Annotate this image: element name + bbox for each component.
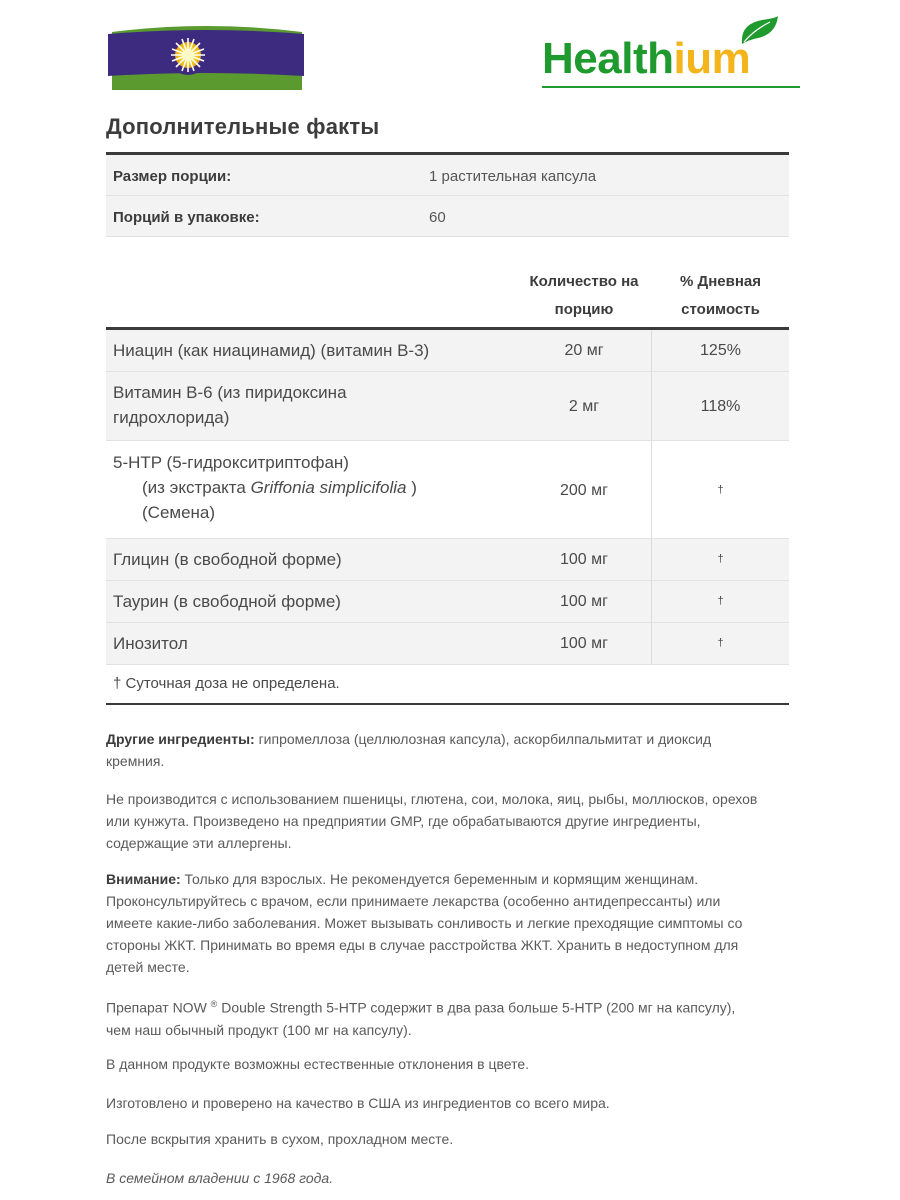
nutrient-amount: 100 мг [560,593,608,610]
serving-size-label: Размер порции: [113,168,232,185]
nutrient-name: Глицин (в свободной форме) [113,550,342,569]
daily-value-column-header [652,268,789,324]
family-owned-note: В семейном владении с 1968 года. [106,1170,334,1186]
nutrient-amount: 100 мг [560,551,608,568]
table-row [106,330,789,372]
healthium-part2: ium [673,34,751,83]
table-row [106,581,789,623]
nutrient-name-line3: (Семена) [142,503,216,522]
amount-header-line2: порцию [554,301,614,318]
storage-note: После вскрытия хранить в сухом, прохладном месте. [106,1131,454,1147]
nutrient-table [106,327,789,705]
nutrient-daily-value: † [717,553,724,565]
amount-column-header [516,268,652,324]
product-note: Препарат NOW ® Double Strength 5-HTP содержит в два раза больше 5-HTP (200 мг на капсулу), чем наш обычный продукт (100 мг на капсулу). [106,999,736,1038]
nutrient-daily-value: † [717,595,724,607]
nutrient-name-line1: 5-HTP (5-гидрокситриптофан) [113,453,349,472]
nutrient-name: Инозитол [113,634,188,653]
nutrient-name: Ниацин (как ниацинамид) (витамин B-3) [113,341,430,360]
nutrient-daily-value: † [717,484,724,496]
nutrient-daily-value: † [717,637,724,649]
nutrient-name-line1: Витамин B-6 (из пиридоксина [113,383,347,402]
footnote-row [106,665,789,705]
healthium-wordmark [542,34,750,84]
nutrient-amount: 100 мг [560,635,608,652]
serving-size-row [106,155,789,196]
healthium-underline [542,86,800,88]
healthium-logo [540,16,810,88]
amount-header-line1: Количество на [529,273,639,290]
serving-size-value: 1 растительная капсула [429,168,597,185]
other-ingredients-label: Другие ингредиенты: [106,731,255,747]
nutrient-amount: 2 мг [568,398,600,415]
other-ingredients: Другие ингредиенты: гипромеллоза (целлюлозная капсула), аскорбилпальмитат и диоксид кремния. [106,731,712,769]
table-row [106,623,789,665]
warning-label: Внимание: [106,871,181,887]
dv-header-line2: стоимость [681,301,760,318]
servings-per-container-row [106,196,789,237]
servings-per-container-label: Порций в упаковке: [113,209,260,226]
table-row [106,372,789,441]
color-note: В данном продукте возможны естественные отклонения в цвете. [106,1056,530,1072]
nutrient-name [113,380,347,430]
dv-header-line1: % Дневная [680,273,761,290]
footnote: † Суточная доза не определена. [113,675,340,692]
nutrient-name: Таурин (в свободной форме) [113,592,341,611]
nutrient-amount: 20 мг [564,342,604,359]
registered-mark: ® [294,32,301,42]
healthium-part1: Health [542,34,674,83]
allergen-statement: Не производится с использованием пшеницы, глютена, сои, молока, яиц, рыбы, моллюсков, орехов или кунжута. Произведено на предприятии GMP, где обрабатываются другие ингредиенты, содержащие эти аллергены. [106,791,758,851]
page-title: Дополнительные факты [106,114,380,139]
nutrient-name [113,450,417,525]
header [0,0,900,110]
nutrient-daily-value: 118% [700,398,741,415]
now-logo [106,24,318,94]
nutrient-amount: 200 мг [560,482,608,499]
table-row [106,539,789,581]
warning: Внимание: Только для взрослых. Не рекомендуется беременным и кормящим женщинам. Проконсультируйтесь с врачом, если принимаете лекарства (особенно антидепрессанты) или имеете какие-либо заболевания. Может вызывать сонливость и легкие преходящие симптомы со стороны ЖКТ. Принимать во время еды в случае расстройства ЖКТ. Хранить в недоступном для детей месте. [106,871,743,975]
nutrient-name-line2: (из экстракта Griffonia simplicifolia ) [142,478,417,497]
nutrient-daily-value: 125% [700,342,741,359]
serving-table [106,152,789,237]
made-in-note: Изготовлено и проверено на качество в США из ингредиентов со всего мира. [106,1095,610,1111]
servings-per-container-value: 60 [429,209,446,226]
table-row [106,441,789,539]
nutrient-name-line2: гидрохлорида) [113,408,230,427]
